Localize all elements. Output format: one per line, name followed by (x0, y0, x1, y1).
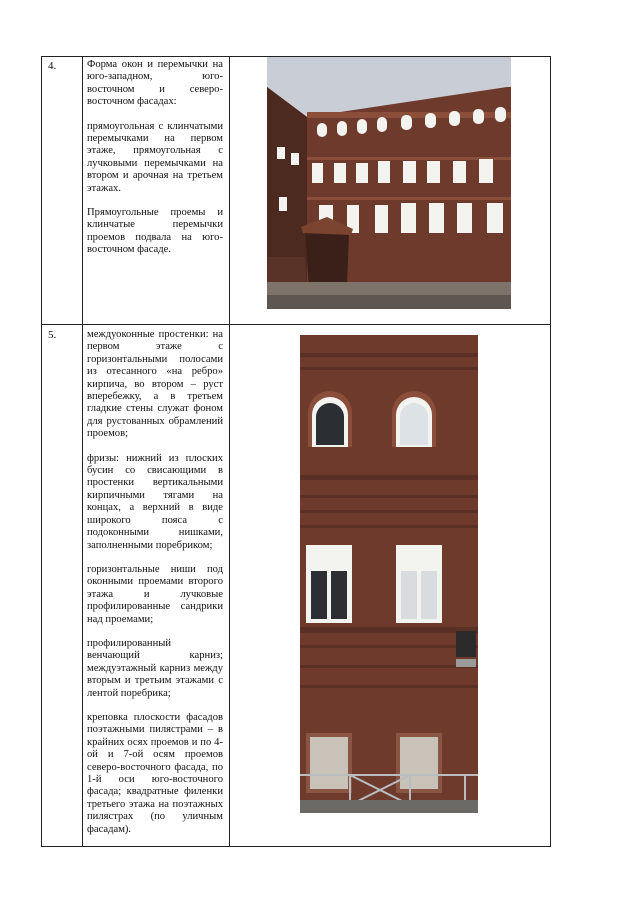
description-paragraph: Прямоугольные проемы и клинчатые перемычки проемов подвала на юго-восточном фасаде. (87, 207, 223, 256)
row-description (87, 59, 223, 269)
table-border-right (550, 56, 551, 847)
description-paragraph: горизонтальные ниши под оконными проемами второго этажа и лучковые профилированные сандрики над проемами; (87, 563, 223, 625)
description-paragraph: креповка плоскости фасадов поэтажными пилястрами – в крайних осях проемов и по 4-ой и 7-ой осям проемов северо-восточного фасада, по 1-й оси юго-восточного фасада; квадратные филенки третьего этажа на поэтажных пилястрах (по уличным фасадам). (87, 711, 223, 835)
description-paragraph: фризы: нижний из плоских бусин со свисающими в простенки вертикальными кирпичными тягами на концах, а верхний в виде широкого пояса с подоконными нишками, заполненными поребриком; (87, 452, 223, 551)
description-paragraph: Форма окон и перемычки на юго-западном, юго-восточном и северо-восточном фасадах: (87, 59, 223, 108)
building-facade-photo-icon (267, 57, 511, 309)
description-paragraph: прямоугольная с клинчатыми перемычками на первом этаже, прямоугольная с лучковыми перемычками на втором и арочная на третьем этажах. (87, 120, 223, 194)
row-description (87, 329, 223, 848)
row-number: 5. (48, 329, 57, 341)
row-number: 4. (48, 60, 57, 72)
row-divider (41, 324, 551, 325)
description-paragraph: междуоконные простенки: на первом этаже с горизонтальными полосами из отесанного «на ребро» кирпича, во втором – руст вперебежку, а в третьем гладкие стены служат фоном для рустованных обрамлений проемов; (87, 329, 223, 440)
facade-detail-photo-icon (300, 335, 478, 813)
attribute-table (41, 56, 551, 847)
column-divider-2 (229, 56, 230, 847)
description-paragraph: профилированный венчающий карниз; междуэтажный карниз между вторым и третьим этажами с лентой поребрика; (87, 637, 223, 699)
column-divider-1 (82, 56, 83, 847)
table-border-left (41, 56, 42, 847)
